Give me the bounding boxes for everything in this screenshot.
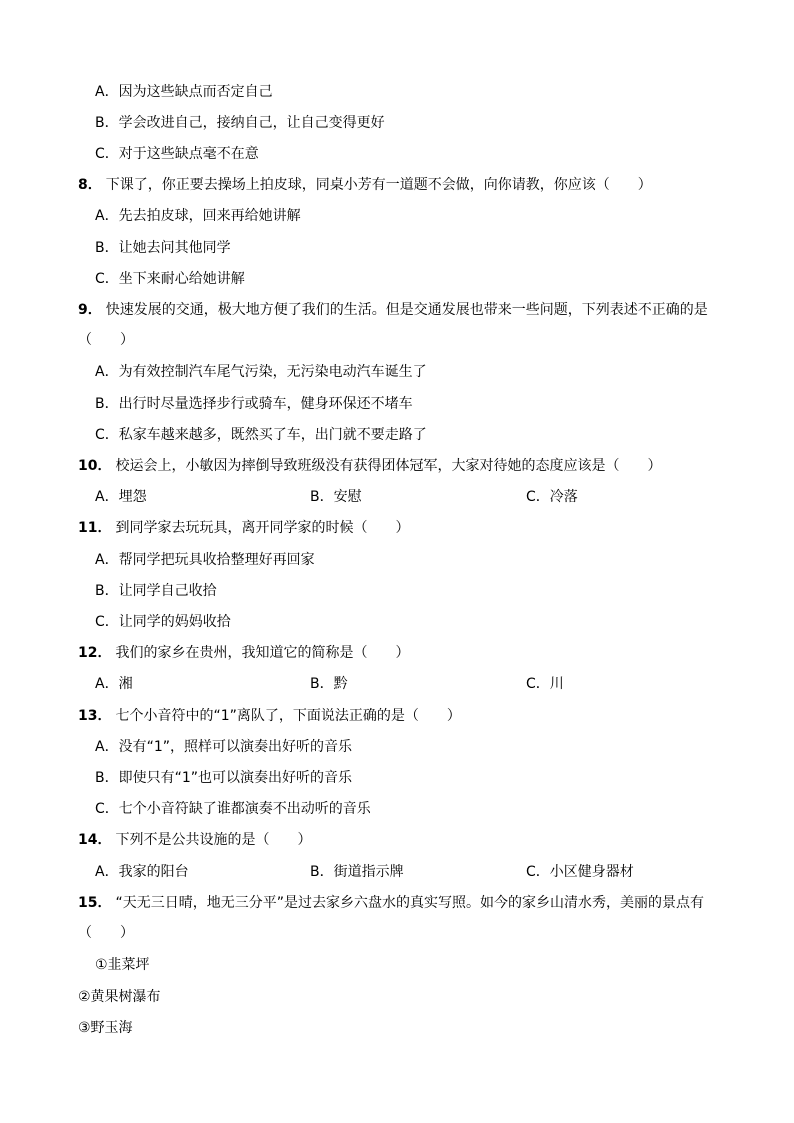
q7-option-a: A．因为这些缺点而否定自己	[95, 84, 273, 100]
q15-item-2: ②黄果树瀑布	[78, 989, 161, 1005]
q10-option-c: C．冷落	[526, 489, 578, 505]
question-14	[78, 831, 311, 849]
question-text: 下列不是公共设施的是（ ）	[115, 832, 312, 848]
q10-options	[0, 488, 794, 506]
q13-option-a: A．没有“1”，照样可以演奏出好听的音乐	[95, 739, 352, 755]
q15-answer-bracket: （ ）	[78, 925, 134, 941]
q8-option-c: C．坐下来耐心给她讲解	[95, 271, 245, 287]
q13-option-b: B．即使只有“1”也可以演奏出好听的音乐	[95, 770, 353, 786]
q12-option-a: A．湘	[95, 676, 133, 692]
question-9	[78, 301, 708, 319]
q15-item-1: ①韭菜坪	[95, 957, 150, 973]
q12-option-c: C．川	[526, 676, 564, 692]
q12-options	[0, 675, 794, 693]
question-text: 下课了，你正要去操场上拍皮球，同桌小芳有一道题不会做，向你请教，你应该（ ）	[105, 177, 652, 193]
q10-option-a: A．埋怨	[95, 489, 147, 505]
question-number: 8．	[78, 177, 102, 193]
question-number: 12．	[78, 645, 112, 661]
question-text: “天无三日晴，地无三分平”是过去家乡六盘水的真实写照。如今的家乡山清水秀，美丽的景点有	[115, 895, 704, 911]
question-number: 9．	[78, 302, 102, 318]
q11-option-c: C．让同学的妈妈收拾	[95, 614, 231, 630]
question-number: 15．	[78, 895, 112, 911]
q14-option-a: A．我家的阳台	[95, 864, 189, 880]
q9-option-b: B．出行时尽量选择步行或骑车，健身环保还不堵车	[95, 396, 413, 412]
question-number: 14．	[78, 832, 112, 848]
question-text: 校运会上，小敏因为摔倒导致班级没有获得团体冠军，大家对待她的态度应该是（ ）	[115, 458, 662, 474]
question-number: 10．	[78, 458, 112, 474]
q11-option-a: A．帮同学把玩具收拾整理好再回家	[95, 552, 315, 568]
q14-option-c: C．小区健身器材	[526, 864, 634, 880]
q9-option-c: C．私家车越来越多，既然买了车，出门就不要走路了	[95, 427, 427, 443]
question-12	[78, 644, 409, 662]
question-10	[78, 457, 661, 475]
q14-option-b: B．街道指示牌	[310, 864, 404, 880]
question-text: 到同学家去玩玩具，离开同学家的时候（ ）	[115, 520, 410, 536]
q9-option-a: A．为有效控制汽车尾气污染，无污染电动汽车诞生了	[95, 364, 427, 380]
q9-answer-bracket: （ ）	[78, 332, 134, 348]
question-8	[78, 176, 652, 194]
q8-option-b: B．让她去问其他同学	[95, 240, 231, 256]
q15-item-3: ③野玉海	[78, 1020, 133, 1036]
q11-option-b: B．让同学自己收拾	[95, 583, 217, 599]
q7-option-c: C．对于这些缺点毫不在意	[95, 146, 259, 162]
question-text: 快速发展的交通，极大地方便了我们的生活。但是交通发展也带来一些问题，下列表述不正确的是	[105, 302, 708, 318]
question-11	[78, 519, 409, 537]
q12-option-b: B．黔	[310, 676, 348, 692]
question-number: 13．	[78, 708, 112, 724]
question-15	[78, 894, 704, 912]
q14-options	[0, 863, 794, 881]
q7-option-b: B．学会改进自己，接纳自己，让自己变得更好	[95, 115, 385, 131]
q13-option-c: C．七个小音符缺了谁都演奏不出动听的音乐	[95, 801, 371, 817]
question-number: 11．	[78, 520, 112, 536]
question-13	[78, 707, 461, 725]
q10-option-b: B．安慰	[310, 489, 362, 505]
q8-option-a: A．先去拍皮球，回来再给她讲解	[95, 208, 301, 224]
question-text: 我们的家乡在贵州，我知道它的简称是（ ）	[115, 645, 410, 661]
question-text: 七个小音符中的“1”离队了，下面说法正确的是（ ）	[115, 708, 461, 724]
